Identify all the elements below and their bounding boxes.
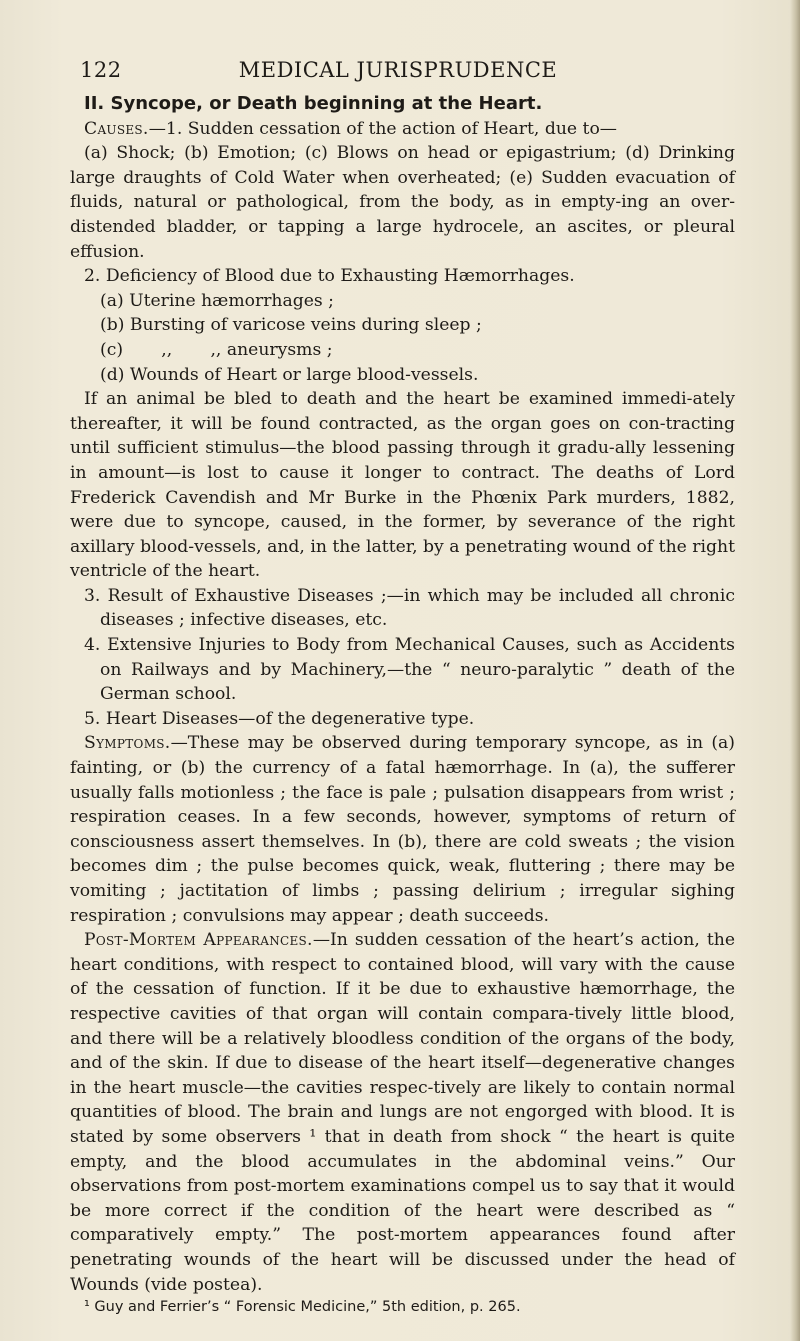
section-heading: II. Syncope, or Death beginning at the Heart.: [84, 93, 543, 114]
bleeding-paragraph: If an animal be bled to death and the heart be examined immedi-ately thereafter, it will be found contracted, as the organ goes on con-tracting until sufficient stimulus—the blood passing through it gradu-ally lessening in amount—is lost to cause it longer to contract. The deaths of Lord Frederick Cavendish and Mr Burke in the Phœnix Park murders, 1882, were due to syncope, caused, in the former, by severance of the right axillary blood-vessels, and, in the latter, by a penetrating wound of the right ventricle of the heart.: [70, 389, 735, 582]
cause-5: 5. Heart Diseases—of the degenerative type.: [84, 708, 475, 729]
page-edge-shadow: [790, 0, 800, 1341]
page-body: [70, 92, 735, 1317]
postmortem-label: Post-Mortem Appearances.: [84, 930, 313, 951]
symptoms-paragraph: [70, 731, 735, 928]
cause-2-c: (c) ,, ,, aneurysms ;: [100, 339, 333, 360]
cause-3: 3. Result of Exhaustive Diseases ;—in which may be included all chronic diseases ; infective diseases, etc.: [84, 585, 735, 631]
footnote: ¹ Guy and Ferrier’s “ Forensic Medicine,” 5th edition, p. 265.: [84, 1299, 521, 1316]
postmortem-paragraph: [70, 928, 735, 1297]
running-title: MEDICAL JURISPRUDENCE: [238, 58, 558, 82]
causes-label: Causes.: [84, 118, 149, 139]
cause-2-d: (d) Wounds of Heart or large blood-vessels.: [100, 364, 479, 385]
causes-line-1: —1. Sudden cessation of the action of Heart, due to—: [148, 118, 617, 139]
causes-list-1: (a) Shock; (b) Emotion; (c) Blows on head or epigastrium; (d) Drinking large draughts of Cold Water when overheated; (e) Sudden evacuation of fluids, natural or pathological, from the body, as in empty-ing an over-distended bladder, or tapping a large hydrocele, an ascites, or pleural effusion.: [70, 143, 735, 262]
symptoms-label: Symptoms.: [84, 733, 171, 754]
postmortem-text: —In sudden cessation of the heart’s action, the heart conditions, with respect to contained blood, will vary with the cause of the cessation of function. If it be due to exhaustive hæmorrhage, the respective cavities of that organ will contain compara-tively little blood, and there will be a relatively bloodless condition of the organs of the body, and of the skin. If due to disease of the heart itself—degenerative changes in the heart muscle—the cavities respec-tively are likely to contain normal quantities of blood. The brain and lungs are not engorged with blood. It is stated by some observers ¹ that in death from shock “ the heart is quite empty, and the blood accumulates in the abdominal veins.” Our observations from post-mortem examinations compel us to say that it would be more correct if the condition of the heart were described as “ comparatively empty.” The post-mortem appearances found after penetrating wounds of the heart will be discussed under the head of Wounds (vide postea).: [70, 930, 735, 1295]
page-number: 122: [80, 58, 122, 82]
causes-intro: [70, 117, 735, 142]
page-header: [72, 58, 724, 88]
cause-2-b: (b) Bursting of varicose veins during sleep ;: [100, 315, 482, 336]
symptoms-text: —These may be observed during temporary syncope, as in (a) fainting, or (b) the currency of a fatal hæmorrhage. In (a), the sufferer usually falls motionless ; the face is pale ; pulsation disappears from wrist ; respiration ceases. In a few seconds, however, symptoms of return of consciousness assert themselves. In (b), there are cold sweats ; the vision becomes dim ; the pulse becomes quick, weak, fluttering ; there may be vomiting ; jactitation of limbs ; passing delirium ; irregular sighing respiration ; convulsions may appear ; death succeeds.: [70, 733, 735, 926]
cause-2-title: 2. Deficiency of Blood due to Exhausting Hæmorrhages.: [84, 266, 575, 287]
cause-2-a: (a) Uterine hæmorrhages ;: [100, 290, 334, 311]
cause-4: 4. Extensive Injuries to Body from Mechanical Causes, such as Accidents on Railways and by Machinery,—the “ neuro-paralytic ” death of the German school.: [84, 635, 735, 705]
